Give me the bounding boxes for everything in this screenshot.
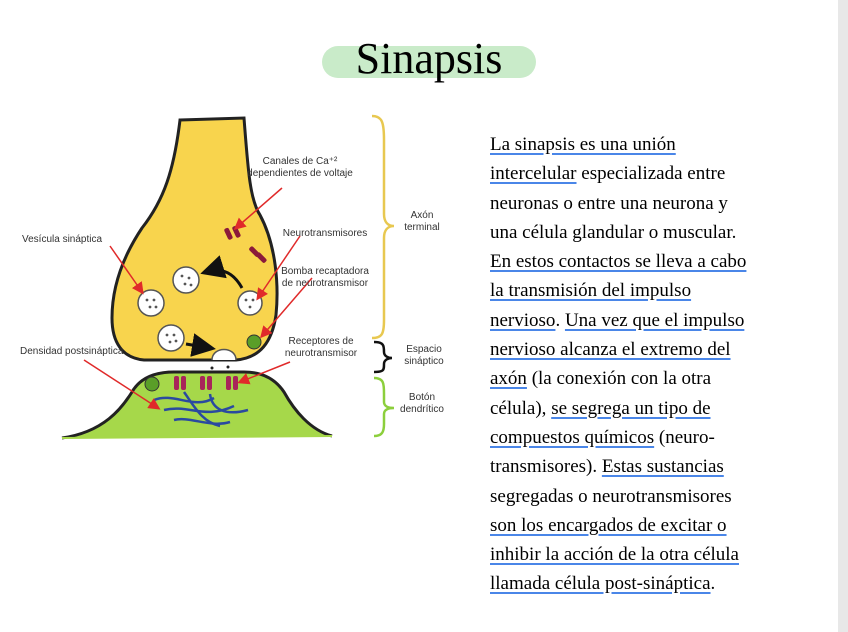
label-neurotransmitters: Neurotransmisores bbox=[282, 228, 368, 239]
right-edge bbox=[838, 0, 848, 632]
paragraph-line bbox=[490, 335, 820, 364]
label-synaptic-cleft bbox=[394, 344, 454, 368]
paragraph-text-segment: . bbox=[710, 573, 716, 595]
label-pump-line1: Bomba recaptadora bbox=[281, 266, 369, 277]
label-ca-channels-line2: dependientes de voltaje bbox=[247, 168, 353, 179]
paragraph-link-segment: intercelular bbox=[490, 163, 577, 185]
dendritic-bouton bbox=[62, 372, 332, 438]
synapse-description bbox=[490, 130, 820, 599]
paragraph-link-segment: compuestos químicos bbox=[490, 426, 655, 448]
paragraph-text-segment: una célula glandular o muscular. bbox=[490, 221, 737, 243]
paragraph-link-segment: la transmisión del impulso bbox=[490, 280, 692, 302]
paragraph-line bbox=[490, 306, 820, 335]
label-axon-line1: Axón bbox=[410, 210, 434, 221]
label-receptors-line2: neurotransmisor bbox=[284, 348, 358, 359]
paragraph-text-segment: célula), bbox=[490, 397, 552, 419]
label-receptors bbox=[266, 336, 376, 360]
paragraph-text-segment: (neuro- bbox=[654, 426, 715, 448]
label-pump-line2: de neurotransmisor bbox=[281, 278, 369, 289]
paragraph-text-segment: (la conexión con la otra bbox=[526, 368, 712, 390]
title-block bbox=[322, 34, 536, 84]
paragraph-line bbox=[490, 569, 820, 598]
axon-bracket bbox=[372, 116, 394, 338]
paragraph-line bbox=[490, 452, 820, 481]
paragraph-line bbox=[490, 247, 820, 276]
label-ca-channels bbox=[240, 156, 360, 180]
paragraph-line bbox=[490, 482, 820, 511]
label-cleft-line1: Espacio bbox=[406, 344, 442, 355]
paragraph-link-segment: Una vez que el impulso bbox=[564, 309, 745, 331]
paragraph-line bbox=[490, 423, 820, 452]
paragraph-line bbox=[490, 218, 820, 247]
paragraph-link-segment: nervioso bbox=[490, 309, 556, 331]
paragraph-link-segment: llamada célula post-sináptica bbox=[490, 573, 711, 595]
paragraph-link-segment: La sinapsis es una unión bbox=[490, 134, 676, 155]
label-axon-terminal bbox=[392, 210, 452, 234]
label-bouton-line1: Botón bbox=[408, 392, 436, 403]
paragraph-line bbox=[490, 394, 820, 423]
bouton-bracket bbox=[374, 378, 394, 436]
synapse-diagram bbox=[14, 110, 464, 450]
paragraph-link-segment: se segrega un tipo de bbox=[551, 397, 711, 419]
paragraph-link-segment: nervioso alcanza el extremo del bbox=[490, 339, 731, 361]
axon-terminal bbox=[112, 118, 277, 360]
paragraph-text-segment: transmisores). bbox=[490, 456, 602, 478]
paragraph-text-segment: neuronas o entre una neurona y bbox=[490, 192, 728, 214]
label-postsynaptic-density: Densidad postsináptica bbox=[20, 346, 124, 357]
label-axon-line2: terminal bbox=[404, 222, 440, 233]
paragraph-line bbox=[490, 189, 820, 218]
paragraph-text-segment: . bbox=[555, 309, 565, 331]
cleft-bracket bbox=[374, 342, 392, 372]
label-cleft-line2: sináptico bbox=[404, 356, 444, 367]
label-receptors-line1: Receptores de bbox=[288, 336, 354, 347]
reuptake-pump bbox=[247, 335, 261, 349]
paragraph-link-segment: Estas sustancias bbox=[601, 456, 724, 478]
label-reuptake-pump bbox=[270, 266, 380, 290]
paragraph-text-segment: segregadas o neurotransmisores bbox=[490, 485, 732, 507]
paragraph-line bbox=[490, 276, 820, 305]
paragraph-link-segment: inhibir la acción de la otra célula bbox=[490, 544, 739, 566]
label-bouton-line2: dendrítico bbox=[400, 404, 444, 415]
label-synaptic-vesicle: Vesícula sináptica bbox=[22, 234, 103, 245]
paragraph-line bbox=[490, 130, 820, 159]
paragraph-link-segment: axón bbox=[490, 368, 527, 390]
paragraph-text-segment: especializada entre bbox=[576, 163, 726, 185]
paragraph-link-segment: son los encargados de excitar o bbox=[490, 514, 727, 536]
paragraph-link-segment: En estos contactos se lleva a cabo bbox=[490, 251, 747, 273]
paragraph-line bbox=[490, 511, 820, 540]
paragraph-line bbox=[490, 540, 820, 569]
label-dendritic-bouton bbox=[392, 392, 452, 416]
paragraph-line bbox=[490, 364, 820, 393]
page-title: Sinapsis bbox=[355, 34, 503, 83]
paragraph-line bbox=[490, 159, 820, 188]
label-ca-channels-line1: Canales de Ca⁺² bbox=[262, 156, 338, 167]
